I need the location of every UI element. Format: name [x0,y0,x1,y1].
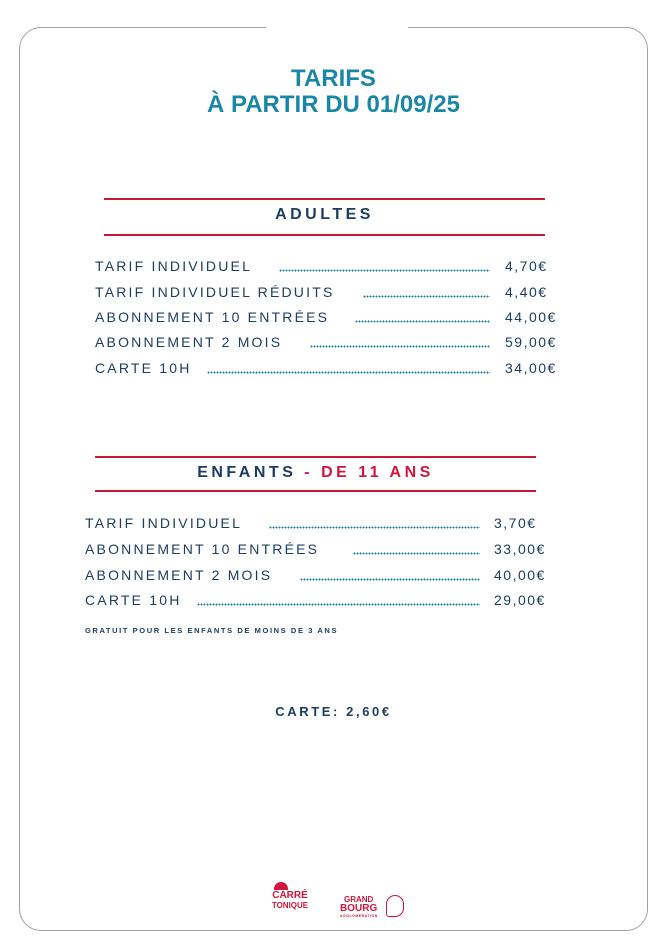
children-row [85,515,565,535]
price-label: TARIF INDIVIDUEL [95,258,253,274]
children-title-age: DE 11 ANS [321,464,434,481]
children-row [85,541,565,561]
logo1-line1: CARRÉ [272,890,308,901]
children-section-title [95,464,536,482]
price-label: CARTE 10H [95,360,192,376]
price-value: 40,00€ [494,567,546,583]
free-under-3-note: GRATUIT POUR LES ENFANTS DE MOINS DE 3 ANS [85,626,339,635]
adults-row [95,334,575,354]
price-label: ABONNEMENT 10 ENTRÉES [95,309,330,325]
dot-leader [355,320,490,323]
price-label: ABONNEMENT 10 ENTRÉES [85,541,320,557]
dot-leader [363,295,490,298]
children-rule-bottom [95,490,536,492]
adults-row [95,309,575,329]
price-value: 33,00€ [494,541,546,557]
adults-section-title: ADULTES [275,206,374,223]
card-price: CARTE: 2,60€ [275,704,392,719]
price-label: TARIF INDIVIDUEL [85,515,243,531]
adults-row [95,360,575,380]
adults-row [95,284,575,304]
logo2-line1: GRAND [344,895,374,904]
page-title: TARIFS [291,65,376,92]
children-row [85,567,565,587]
grand-bourg-logo [340,896,408,919]
dot-leader [353,552,480,555]
price-label: CARTE 10H [85,592,182,608]
adults-rule-top [104,198,545,200]
dot-leader [207,371,490,374]
dot-leader [310,345,490,348]
adults-row [95,258,575,278]
price-value: 29,00€ [494,592,546,608]
price-label: ABONNEMENT 2 MOIS [85,567,273,583]
price-value: 44,00€ [505,309,557,325]
page-subtitle-date: À PARTIR DU 01/09/25 [207,91,460,118]
logo-figure-icon [274,882,288,890]
children-row [85,592,565,612]
price-value: 59,00€ [505,334,557,350]
children-rule-top [95,456,536,458]
heart-outline-icon [386,895,404,917]
children-title-main: ENFANTS [197,464,297,481]
price-value: 4,70€ [505,258,548,274]
price-value: 3,70€ [494,515,537,531]
price-value: 34,00€ [505,360,557,376]
dot-leader [197,603,480,606]
carre-tonique-logo [270,882,310,910]
price-label: ABONNEMENT 2 MOIS [95,334,283,350]
logo2-line2: BOURG [340,903,378,914]
price-label: TARIF INDIVIDUEL RÉDUITS [95,284,335,300]
price-value: 4,40€ [505,284,548,300]
frame-gap [266,24,408,32]
adults-rule-bottom [104,234,545,236]
dot-leader [300,578,480,581]
dot-leader [279,269,490,272]
logo1-line2: TONIQUE [271,901,309,910]
logo2-line3: AGGLOMÉRATION [340,914,378,918]
children-title-sep: - [296,464,322,481]
dot-leader [269,526,480,529]
